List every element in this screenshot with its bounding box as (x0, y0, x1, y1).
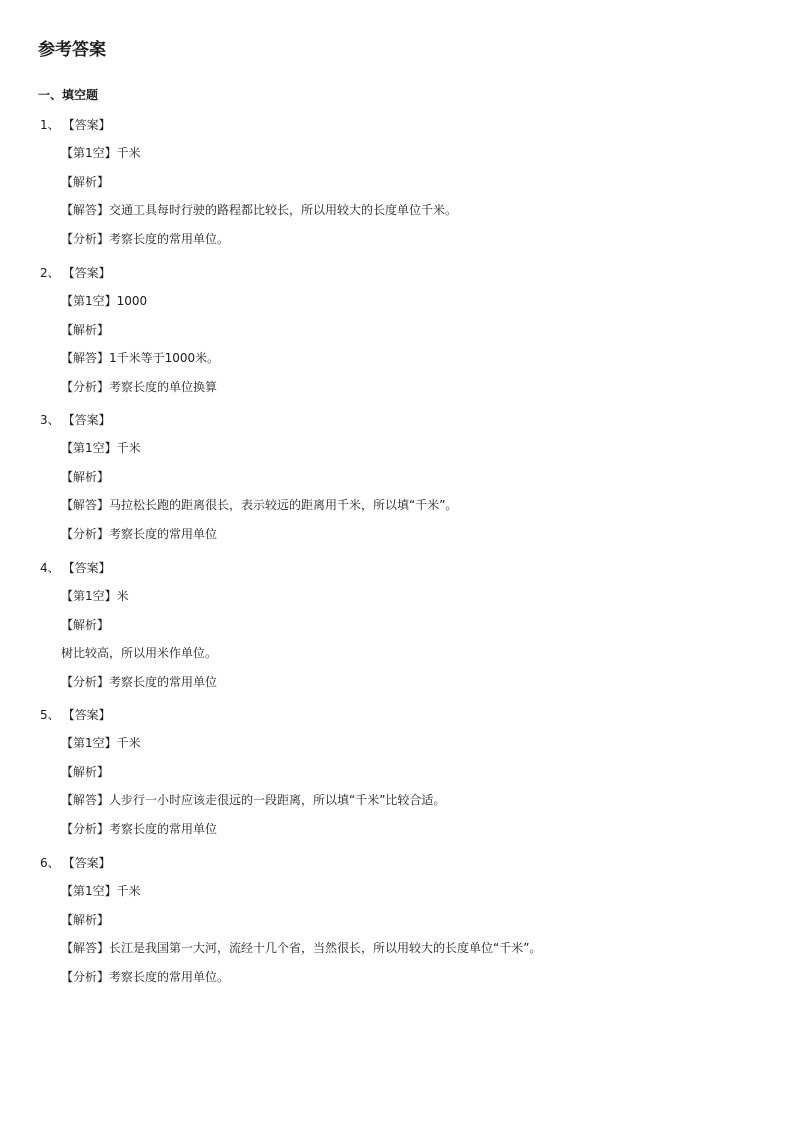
analysis-tag: 【解析】 (61, 765, 110, 779)
answer-tag: 【答案】 (62, 855, 111, 870)
question-item (0, 559, 794, 707)
question-item (0, 411, 794, 559)
solution-text: 【解答】长江是我国第一大河，流经十几个省，当然很长，所以用较大的长度单位“千米”。 (61, 940, 542, 955)
solution-text: 树比较高，所以用米作单位。 (61, 645, 218, 660)
question-header (40, 854, 111, 872)
answer-tag: 【答案】 (62, 265, 111, 280)
analysis-tag: 【解析】 (61, 470, 110, 484)
answer-tag: 【答案】 (62, 413, 111, 427)
question-item (0, 116, 794, 264)
question-number: 3、 (40, 413, 60, 427)
question-header (40, 559, 111, 577)
question-number: 5、 (40, 708, 60, 722)
knowledge-point: 【分析】考察长度的常用单位。 (61, 969, 230, 984)
question-number: 4、 (40, 560, 60, 575)
solution-text: 【解答】马拉松长跑的距离很长，表示较远的距离用千米，所以填“千米”。 (61, 498, 458, 512)
blank-answer: 【第1空】米 (61, 588, 129, 603)
question-item (0, 854, 794, 1002)
knowledge-point: 【分析】考察长度的常用单位 (61, 527, 218, 541)
blank-answer: 【第1空】1000 (61, 293, 148, 308)
question-number: 2、 (40, 265, 60, 280)
question-number: 6、 (40, 855, 60, 870)
answer-tag: 【答案】 (62, 708, 111, 722)
knowledge-point: 【分析】考察长度的常用单位。 (61, 232, 230, 246)
question-header (40, 411, 111, 429)
knowledge-point: 【分析】考察长度的常用单位 (61, 822, 218, 836)
analysis-tag: 【解析】 (61, 912, 110, 927)
question-item (0, 264, 794, 412)
question-number: 1、 (40, 118, 60, 132)
question-header (40, 116, 111, 134)
section-title: 一、填空题 (38, 88, 99, 102)
document-title: 参考答案 (38, 40, 106, 60)
blank-answer: 【第1空】千米 (61, 146, 141, 160)
analysis-tag: 【解析】 (61, 617, 110, 632)
question-item (0, 706, 794, 854)
question-list (0, 116, 794, 1001)
question-header (40, 264, 111, 282)
solution-text: 【解答】交通工具每时行驶的路程都比较长，所以用较大的长度单位千米。 (61, 203, 458, 217)
knowledge-point: 【分析】考察长度的常用单位 (61, 674, 218, 689)
solution-text: 【解答】1千米等于1000米。 (61, 350, 220, 365)
blank-answer: 【第1空】千米 (61, 736, 141, 750)
solution-text: 【解答】人步行一小时应该走很远的一段距离，所以填“千米”比较合适。 (61, 793, 446, 807)
blank-answer: 【第1空】千米 (61, 883, 141, 898)
blank-answer: 【第1空】千米 (61, 441, 141, 455)
question-header (40, 706, 111, 724)
answer-tag: 【答案】 (62, 560, 111, 575)
answer-tag: 【答案】 (62, 118, 111, 132)
knowledge-point: 【分析】考察长度的单位换算 (61, 379, 218, 394)
analysis-tag: 【解析】 (61, 322, 110, 337)
analysis-tag: 【解析】 (61, 175, 110, 189)
